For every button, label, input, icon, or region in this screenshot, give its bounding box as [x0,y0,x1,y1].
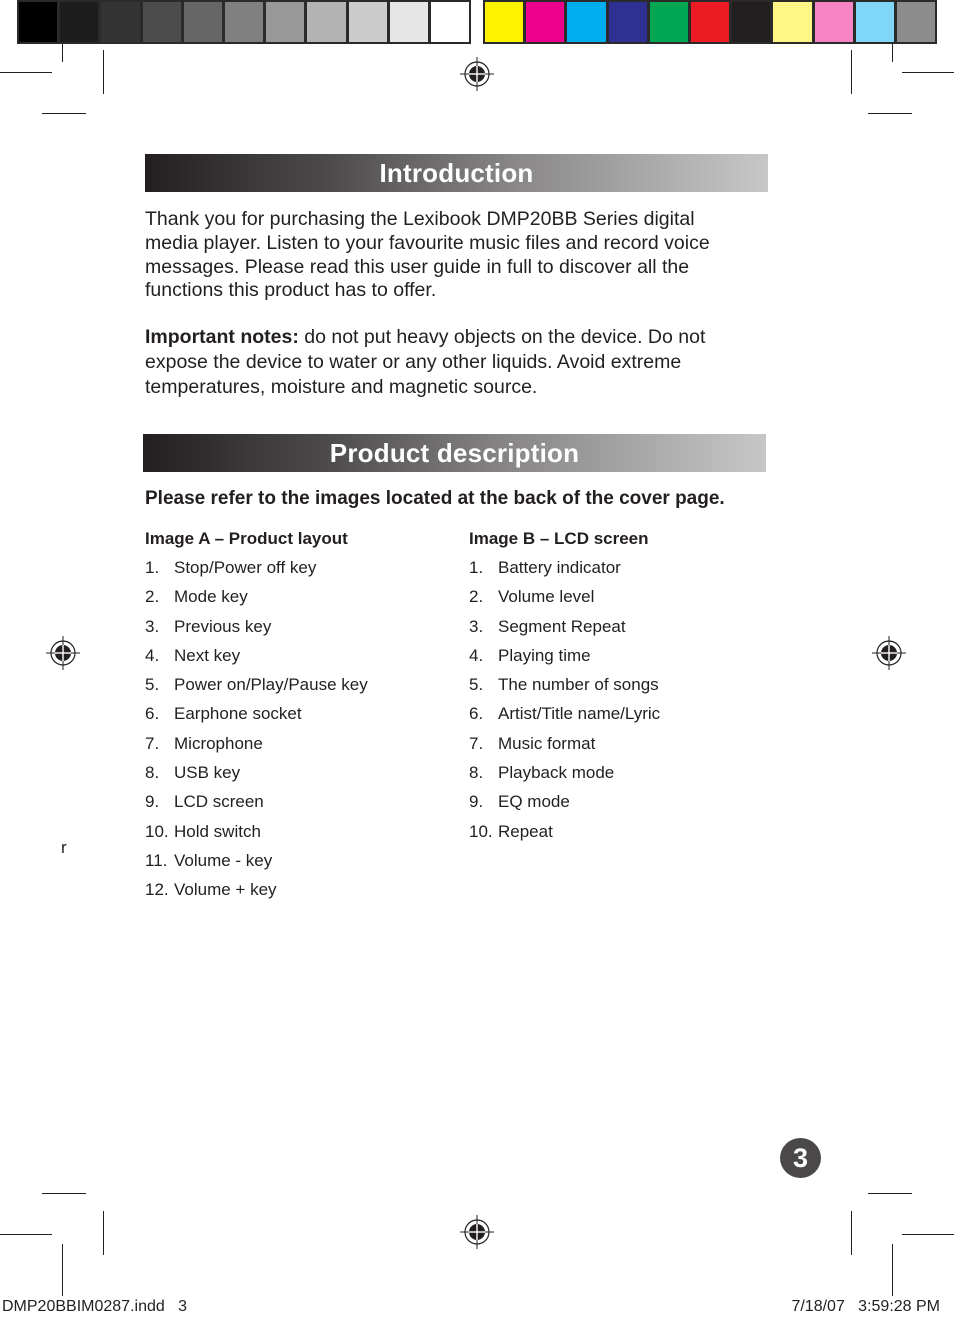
list-item-label: LCD screen [174,792,264,812]
list-item-label: Previous key [174,616,272,636]
list-item [145,792,445,821]
important-notes-text: do not put heavy objects on the device. Do not [298,326,706,348]
color-swatch [815,2,853,42]
color-swatch [101,2,139,42]
list-item-label: Earphone socket [174,704,302,724]
list-item-label: Next key [174,645,241,665]
color-swatch [856,2,894,42]
color-swatch [732,2,770,42]
crop-mark [902,72,954,73]
list-item [469,734,769,763]
introduction-heading: Introduction [145,154,768,192]
intro-line: messages. Please read this user guide in full to discover all the [145,255,690,278]
important-notes [145,325,785,400]
color-swatch [485,2,523,42]
image-a-list [145,529,445,910]
list-item-label: Artist/Title name/Lyric [498,704,661,724]
intro-line: Thank you for purchasing the Lexibook DMP20BB Series digital [145,208,695,230]
crop-mark [851,50,852,94]
color-swatch [184,2,222,42]
image-b-heading: Image B – LCD screen [469,529,649,548]
list-item-label: USB key [174,763,241,783]
color-swatch [143,2,181,42]
list-item [469,763,769,792]
list-item [469,675,769,704]
list-item [145,880,445,909]
list-item-number: 8. [145,763,160,783]
list-item-label: The number of songs [498,675,659,695]
color-swatch [567,2,605,42]
list-item-number: 5. [145,675,160,695]
footer-timestamp: 7/18/07 3:59:28 PM [791,1298,940,1315]
registration-mark-icon [872,636,906,670]
refer-note: Please refer to the images located at the back of the cover page. [145,488,725,509]
list-item-number: 3. [145,616,160,636]
list-item [469,587,769,616]
list-item-label: Segment Repeat [498,616,626,636]
list-item [145,763,445,792]
registration-mark-icon [46,636,80,670]
list-item-label: EQ mode [498,792,570,812]
list-item [145,646,445,675]
list-item-number: 8. [469,763,484,783]
color-swatch [19,2,57,42]
color-swatch [773,2,811,42]
list-item-label: Battery indicator [498,558,621,577]
page-number-badge: 3 [780,1138,821,1178]
list-item-number: 4. [145,645,160,665]
crop-mark [103,50,104,94]
list-item-label: Playing time [498,645,591,665]
color-swatch [225,2,263,42]
list-item-label: Hold switch [174,821,261,841]
list-item-label: Music format [498,733,596,753]
list-item-number: 10. [145,821,169,841]
list-item-label: Volume - key [174,850,273,870]
list-item [145,617,445,646]
list-item [469,792,769,821]
color-swatch [390,2,428,42]
important-notes-text: expose the device to water or any other liquids. Avoid extreme [145,351,682,373]
list-item-number: 1. [145,558,160,577]
image-b-list [469,529,769,851]
list-item-number: 3. [469,616,484,636]
list-item [145,704,445,733]
list-item [145,558,445,587]
list-item-label: Volume level [498,587,595,607]
crop-mark [902,1234,954,1235]
list-item [469,822,769,851]
list-item-number: 2. [145,587,160,607]
list-item-number: 6. [145,704,160,724]
crop-mark [62,1244,63,1296]
list-item-label: Mode key [174,587,248,607]
list-item-number: 9. [469,792,484,812]
crop-mark [0,1234,52,1235]
color-swatch [266,2,304,42]
list-item [469,646,769,675]
crop-mark [62,44,63,62]
list-item-number: 10. [469,821,493,841]
list-item [145,675,445,704]
list-item-number: 4. [469,645,484,665]
intro-line: media player. Listen to your favourite music files and record voice [145,231,710,254]
list-item-number: 9. [145,792,160,812]
footer-filename: DMP20BBIM0287.indd 3 [2,1298,187,1315]
gray-scale-bar [17,0,471,44]
important-notes-text: temperatures, moisture and magnetic source. [145,376,538,398]
color-swatch [691,2,729,42]
crop-mark [868,113,912,114]
list-item-number: 7. [145,733,160,753]
color-swatch [609,2,647,42]
list-item [145,734,445,763]
list-item-number: 6. [469,704,484,724]
list-item-label: Repeat [498,821,553,841]
list-item-label: Playback mode [498,763,615,783]
list-item [145,851,445,880]
color-swatch [60,2,98,42]
list-item [469,704,769,733]
color-swatch [526,2,564,42]
list-item-label: Power on/Play/Pause key [174,675,368,695]
crop-mark [103,1211,104,1255]
intro-paragraph [145,208,785,303]
color-swatch [897,2,935,42]
crop-mark [892,44,893,62]
color-swatch [349,2,387,42]
list-item-label: Volume + key [174,880,277,900]
list-item-label: Microphone [174,733,263,753]
list-item [469,617,769,646]
crop-mark [0,72,52,73]
crop-mark [42,113,86,114]
list-item-number: 11. [145,850,168,870]
registration-mark-icon [460,57,494,91]
stray-character: r [61,838,67,857]
important-notes-label: Important notes: [145,326,299,348]
color-scale-bar [483,0,937,44]
list-item [469,558,769,587]
list-item-label: Stop/Power off key [174,558,317,577]
crop-mark [42,1193,86,1194]
list-item-number: 2. [469,587,484,607]
image-a-heading: Image A – Product layout [145,529,348,548]
color-swatch [431,2,469,42]
list-item [145,822,445,851]
list-item-number: 12. [145,880,169,900]
list-item-number: 7. [469,733,484,753]
intro-line: functions this product has to offer. [145,279,437,302]
color-swatch [650,2,688,42]
registration-mark-icon [460,1215,494,1249]
crop-mark [851,1211,852,1255]
crop-mark [892,1244,893,1296]
list-item-number: 1. [469,558,484,577]
crop-mark [868,1193,912,1194]
product-description-heading: Product description [143,434,766,472]
list-item-number: 5. [469,675,484,695]
color-swatch [307,2,345,42]
list-item [145,587,445,616]
